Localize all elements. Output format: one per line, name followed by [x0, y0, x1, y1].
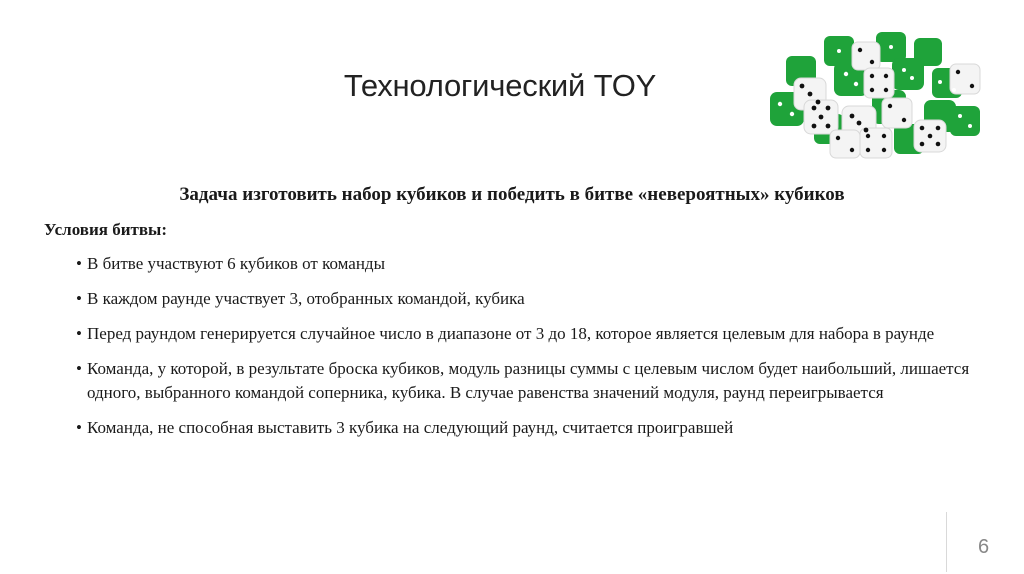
condition-item: • В каждом раунде участвует 3, отобранных командой, кубика	[76, 287, 996, 311]
conditions-heading: Условия битвы:	[44, 220, 167, 239]
footer-divider	[946, 512, 947, 572]
condition-item: • Перед раундом генерируется случайное число в диапазоне от 3 до 18, которое является целевым для набора в раунде	[76, 322, 996, 346]
dice-pile-image	[764, 28, 988, 160]
slide-title: Технологический TOY	[343, 68, 657, 103]
condition-item: • Команда, не способная выставить 3 кубика на следующий раунд, считается проигравшей	[76, 416, 996, 440]
condition-item: • Команда, у которой, в результате броска кубиков, модуль разницы суммы с целевым числом будет наибольший, лишается одного, выбранного командой соперника, кубика. В случае равенства значений модуля, раунд переигрывается	[76, 357, 996, 405]
condition-item: • В битве участвуют 6 кубиков от команды	[76, 252, 996, 276]
page-number: 6	[978, 536, 990, 558]
task-statement: Задача изготовить набор кубиков и победить в битве «невероятных» кубиков	[179, 184, 845, 205]
conditions-list	[76, 252, 996, 451]
